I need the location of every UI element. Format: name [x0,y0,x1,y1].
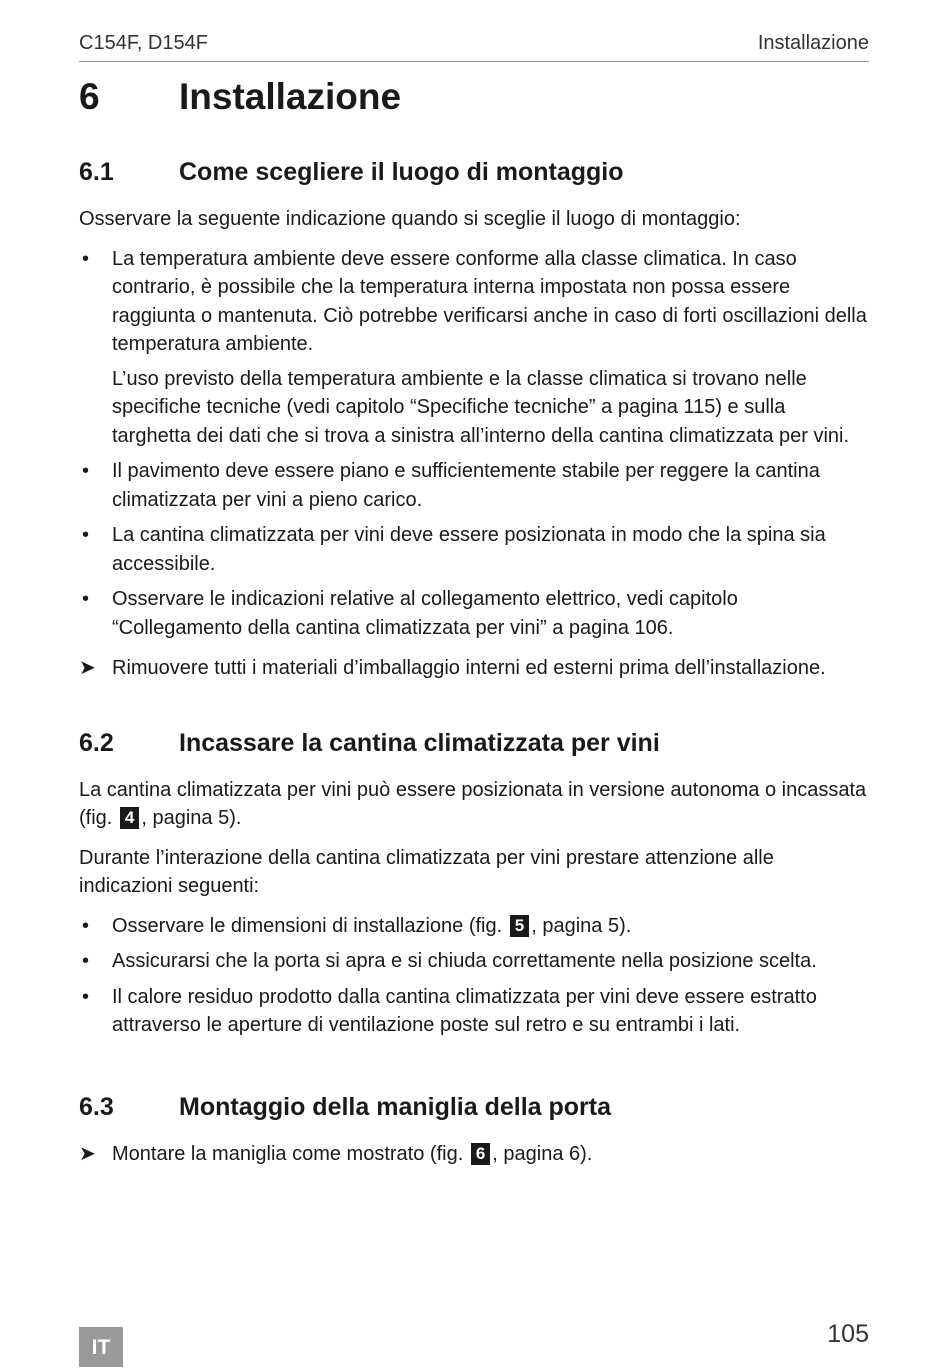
section-number: 6.3 [79,1092,114,1121]
paragraph [79,776,869,833]
bullet-list [79,245,869,643]
list-item [79,521,869,578]
action-text: Rimuovere tutti i materiali d’imballaggio interni ed esterni prima dell’installazione. [112,657,826,679]
list-item [79,457,869,514]
list-item [79,947,869,976]
page-content [79,76,869,1168]
list-item [79,245,869,451]
list-item-text: Il calore residuo prodotto dalla cantina climatizzata per vini deve essere estratto attraverso le aperture di ventilazione poste sul retro e su entrambi i lati. [112,985,817,1036]
figure-reference-badge: 6 [471,1143,490,1165]
list-item-subparagraph: L’uso previsto della temperatura ambiente e la classe climatica si trovano nelle specifiche tecniche (vedi capitolo “Specifiche tecniche” a pagina 115) e sulla targhetta dei dati che si trova a sinistra all’interno della cantina climatizzata per vini. [112,367,850,447]
section-number: 6.2 [79,728,114,757]
running-chapter-title: Installazione [757,32,869,54]
list-item [79,585,869,642]
chapter-number: 6 [79,76,100,117]
list-item-text: Osservare le indicazioni relative al collegamento elettrico, vedi capitolo “Collegamento della cantina climatizzata per vini” a pagina 106. [112,588,738,639]
chapter-title: Installazione [179,76,402,117]
section-heading-6-3 [79,1093,869,1122]
list-item-text: La cantina climatizzata per vini deve essere posizionata in modo che la spina sia accessibile. [112,524,826,575]
section-intro: Osservare la seguente indicazione quando si sceglie il luogo di montaggio: [79,208,741,230]
model-label: C154F, D154F [79,32,208,54]
page-header [79,30,869,62]
paragraph: Durante l’interazione della cantina climatizzata per vini prestare attenzione alle indicazioni seguenti: [79,846,774,897]
arrowhead-right-icon: ➤ [79,1142,96,1165]
section-number: 6.1 [79,158,114,186]
list-item-text: , pagina 5). [531,914,632,937]
section-heading-6-1 [79,158,869,187]
figure-reference-badge: 5 [510,915,529,937]
list-item [79,983,869,1040]
action-step [79,1140,869,1169]
figure-reference-badge: 4 [120,807,139,829]
section-heading-6-2 [79,729,869,758]
list-item-text: Osservare le dimensioni di installazione (fig. [112,914,503,937]
list-item-text: Assicurarsi che la porta si apra e si chiuda correttamente nella posizione scelta. [112,950,817,972]
page-number: 105 [827,1320,869,1348]
action-step [79,654,869,683]
language-badge: IT [79,1327,123,1367]
paragraph-text: , pagina 5). [141,807,242,829]
chapter-heading [79,76,869,118]
list-item-text: Il pavimento deve essere piano e sufficientemente stabile per reggere la cantina climatizzata per vini a pieno carico. [112,460,820,511]
section-title: Montaggio della maniglia della porta [179,1092,611,1121]
bullet-list [79,912,869,1040]
list-item-text: • La temperatura ambiente deve essere conforme alla classe climatica. In caso contrario, è possibile che la temperatura interna impostata non possa essere raggiunta o mantenuta. Ciò potrebbe verificarsi anche in caso di forti oscillazioni della temperatura ambiente. [112,247,867,355]
section-title: Incassare la cantina climatizzata per vini [179,728,660,757]
list-item [79,912,869,941]
section-title: Come scegliere il luogo di montaggio [179,158,624,186]
paragraph-text: La cantina climatizzata per vini può essere posizionata in versione autonoma o incassata (fig. [79,778,867,829]
action-text: , pagina 6). [492,1142,593,1165]
action-text: Montare la maniglia come mostrato (fig. [112,1142,464,1165]
arrowhead-right-icon: ➤ [79,657,96,679]
